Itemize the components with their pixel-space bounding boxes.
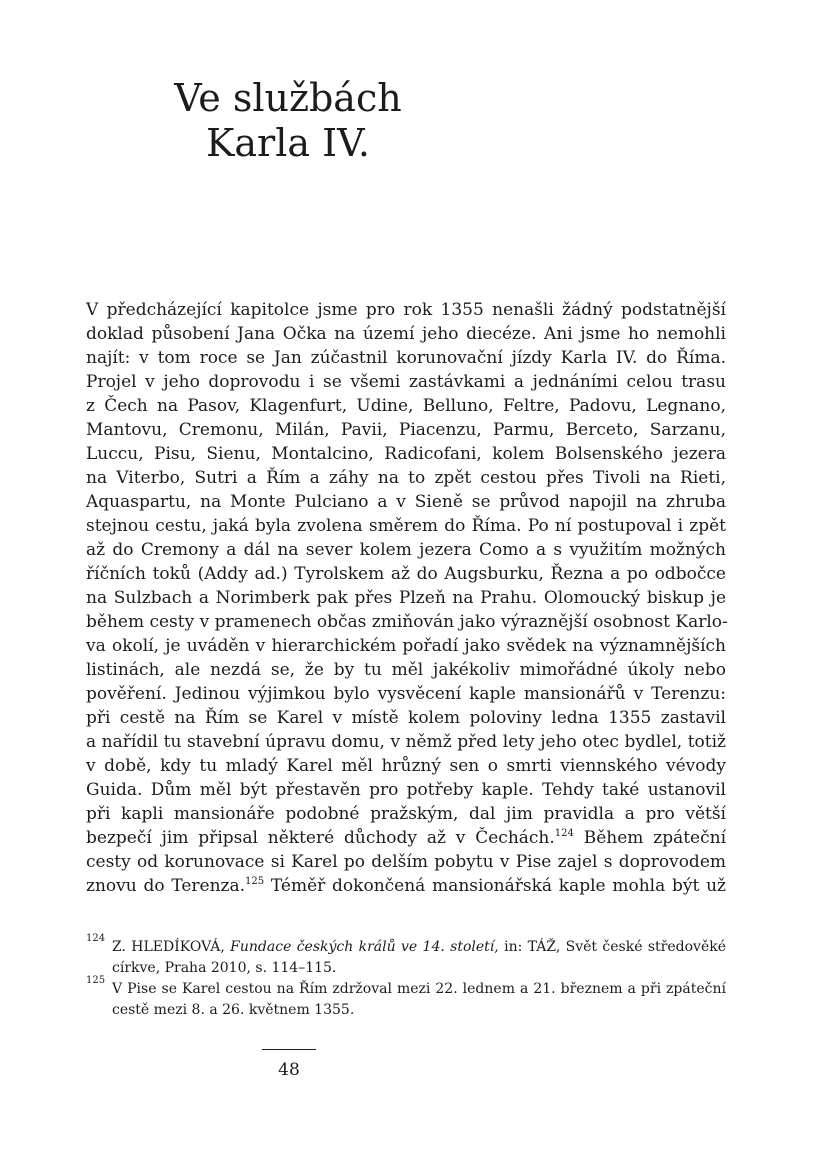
body-line: Projel v jeho doprovodu i se všemi zastávkami a jednáními celou trasu <box>86 372 726 392</box>
body-line <box>86 874 726 898</box>
footnotes <box>86 933 726 1021</box>
body-line: Guida. Dům měl být přestavěn pro potřeby kaple. Tehdy také ustanovil <box>86 780 726 800</box>
body-line: v době, kdy tu mladý Karel měl hrůzný sen o smrti viennského vévody <box>86 756 726 776</box>
footnote-number: 124 <box>86 933 106 944</box>
body-line: na Viterbo, Sutri a Řím a záhy na to zpět cestou přes Tivoli na Rieti, <box>86 468 726 488</box>
body-line: říčních toků (Addy ad.) Tyrolskem až do Augsburku, Řezna a po odbočce <box>86 564 726 584</box>
footnote-number: 125 <box>86 975 106 986</box>
body-line: Mantovu, Cremonu, Milán, Pavii, Piacenzu, Parmu, Berceto, Sarzanu, <box>86 420 726 440</box>
body-line: pověření. Jedinou výjimkou bylo vysvěcení kaple mansionářů v Terenzu: <box>86 684 726 704</box>
body-line: z Čech na Pasov, Klagenfurt, Udine, Belluno, Feltre, Padovu, Legnano, <box>86 396 726 416</box>
footnote-124 <box>86 933 726 979</box>
footnote-line: cestě mezi 8. a 26. květnem 1355. <box>112 1002 355 1018</box>
footnote-ref-124[interactable]: 124 <box>554 828 574 839</box>
chapter-title <box>0 76 576 166</box>
footnote-line: V Pise se Karel cestou na Řím zdržoval mezi 22. lednem a 21. březnem a při zpáteční <box>112 981 726 997</box>
body-line: při cestě na Řím se Karel v místě kolem poloviny ledna 1355 zastavil <box>86 708 726 728</box>
body-line: na Sulzbach a Norimberk pak přes Plzeň na Prahu. Olomoucký biskup je <box>86 588 726 608</box>
body-line: stejnou cestu, jaká byla zvolena směrem do Říma. Po ní postupoval i zpět <box>86 516 726 536</box>
footnote-rest: , in: TÁŽ, Svět české středověké <box>494 939 726 955</box>
page-number: 48 <box>278 1060 300 1080</box>
body-line: při kapli mansionáře podobné pražským, dal jim pravidla a pro větší <box>86 804 726 824</box>
footnote-line: církve, Praha 2010, s. 114–115. <box>112 960 337 976</box>
body-line: Luccu, Pisu, Sienu, Montalcino, Radicofani, kolem Bolsenského jezera <box>86 444 726 464</box>
chapter-title-line-1: Ve službách <box>174 76 402 120</box>
page-number-rule <box>262 1049 316 1050</box>
body-line: listinách, ale nezdá se, že by tu měl jakékoliv mimořádné úkoly nebo <box>86 660 726 680</box>
body-line: doklad působení Jana Očka na území jeho diecéze. Ani jsme ho nemohli <box>86 324 726 344</box>
body-line: během cesty v pramenech občas zmiňován jako výraznější osobnost Karlo- <box>86 612 728 632</box>
footnote-title: Fundace českých králů ve 14. století <box>230 939 495 955</box>
footnote-author: Z. HLEDÍKOVÁ, <box>112 939 231 955</box>
body-line: cesty od korunovace si Karel po delším pobytu v Pise zajel s doprovodem <box>86 852 726 872</box>
footnote-line <box>112 937 726 958</box>
body-line: najít: v tom roce se Jan zúčastnil korunovační jízdy Karla IV. do Říma. <box>86 348 726 368</box>
body-text <box>86 298 726 898</box>
body-line: až do Cremony a dál na sever kolem jezera Como a s využitím možných <box>86 540 726 560</box>
footnote-ref-125[interactable]: 125 <box>245 876 265 887</box>
body-line-text: bezpečí jim připsal některé důchody až v Čechách. <box>86 828 555 848</box>
body-line-text: Téměř dokončená mansionářská kaple mohla být už <box>264 876 726 896</box>
body-line: a nařídil tu stavební úpravu domu, v němž před lety jeho otec bydlel, totiž <box>86 732 726 752</box>
body-line-text: Během zpáteční <box>573 828 727 848</box>
footnote-125 <box>86 975 726 1021</box>
body-line: va okolí, je uváděn v hierarchickém pořadí jako svědek na významnějších <box>86 636 726 656</box>
body-line: V předcházející kapitolce jsme pro rok 1355 nenašli žádný podstatnější <box>86 300 726 320</box>
body-line: Aquaspartu, na Monte Pulciano a v Sieně se průvod napojil na zhruba <box>86 492 726 512</box>
body-line <box>86 826 726 850</box>
chapter-title-line-2: Karla IV. <box>206 121 370 165</box>
body-line-text: znovu do Terenza. <box>86 876 246 896</box>
